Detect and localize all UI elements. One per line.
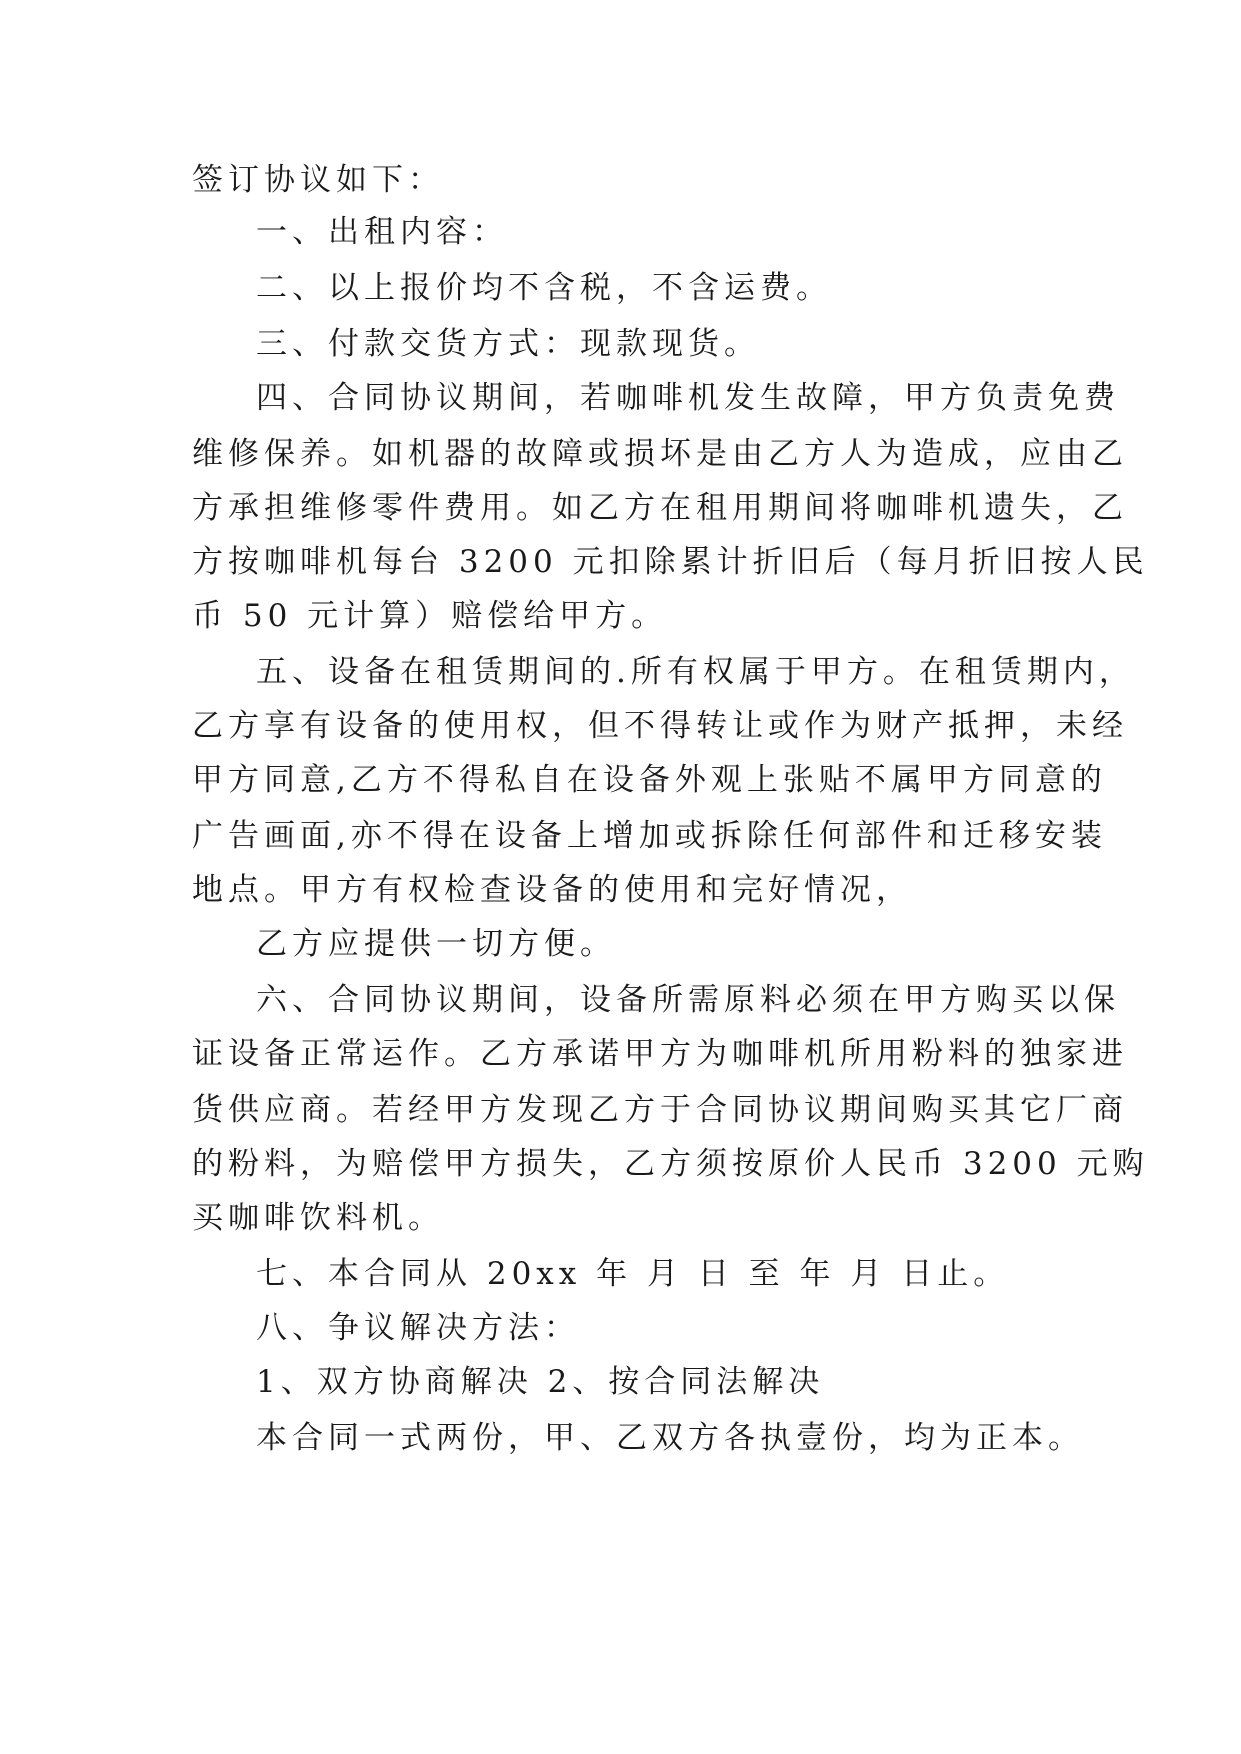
text-line: 1、双方协商解决 2、按合同法解决 <box>256 1364 825 1400</box>
text-line: 货供应商。若经甲方发现乙方于合同协议期间购买其它厂商 <box>192 1092 1128 1128</box>
text-line: 一、出租内容： <box>256 214 508 250</box>
text-line: 广告画面,亦不得在设备上增加或拆除任何部件和迁移安装 <box>192 818 1107 854</box>
text-line: 方承担维修零件费用。如乙方在租用期间将咖啡机遗失，乙 <box>192 490 1128 526</box>
text-line: 四、合同协议期间，若咖啡机发生故障，甲方负责免费 <box>256 380 1120 416</box>
text-line: 五、设备在租赁期间的.所有权属于甲方。在租赁期内， <box>256 654 1135 690</box>
text-line: 甲方同意,乙方不得私自在设备外观上张贴不属甲方同意的 <box>192 762 1107 798</box>
text-line: 买咖啡饮料机。 <box>192 1200 444 1236</box>
text-line: 七、本合同从 20xx 年 月 日 至 年 月 日止。 <box>256 1256 1010 1292</box>
text-line: 维修保养。如机器的故障或损坏是由乙方人为造成，应由乙 <box>192 436 1128 472</box>
text-line: 三、付款交货方式：现款现货。 <box>256 326 760 362</box>
text-line: 乙方应提供一切方便。 <box>256 926 616 962</box>
text-line: 本合同一式两份，甲、乙双方各执壹份，均为正本。 <box>256 1420 1084 1456</box>
text-line: 八、争议解决方法： <box>256 1310 580 1346</box>
text-line: 方按咖啡机每台 3200 元扣除累计折旧后（每月折旧按人民 <box>192 544 1149 580</box>
text-line: 签订协议如下： <box>192 162 444 198</box>
text-line: 地点。甲方有权检查设备的使用和完好情况， <box>192 872 912 908</box>
text-line: 币 50 元计算）赔偿给甲方。 <box>192 598 668 634</box>
text-line: 的粉料，为赔偿甲方损失，乙方须按原价人民币 3200 元购 <box>192 1146 1149 1182</box>
text-line: 证设备正常运作。乙方承诺甲方为咖啡机所用粉料的独家进 <box>192 1036 1128 1072</box>
text-line: 二、以上报价均不含税，不含运费。 <box>256 270 832 306</box>
text-line: 六、合同协议期间，设备所需原料必须在甲方购买以保 <box>256 982 1120 1018</box>
text-line: 乙方享有设备的使用权，但不得转让或作为财产抵押，未经 <box>192 708 1128 744</box>
